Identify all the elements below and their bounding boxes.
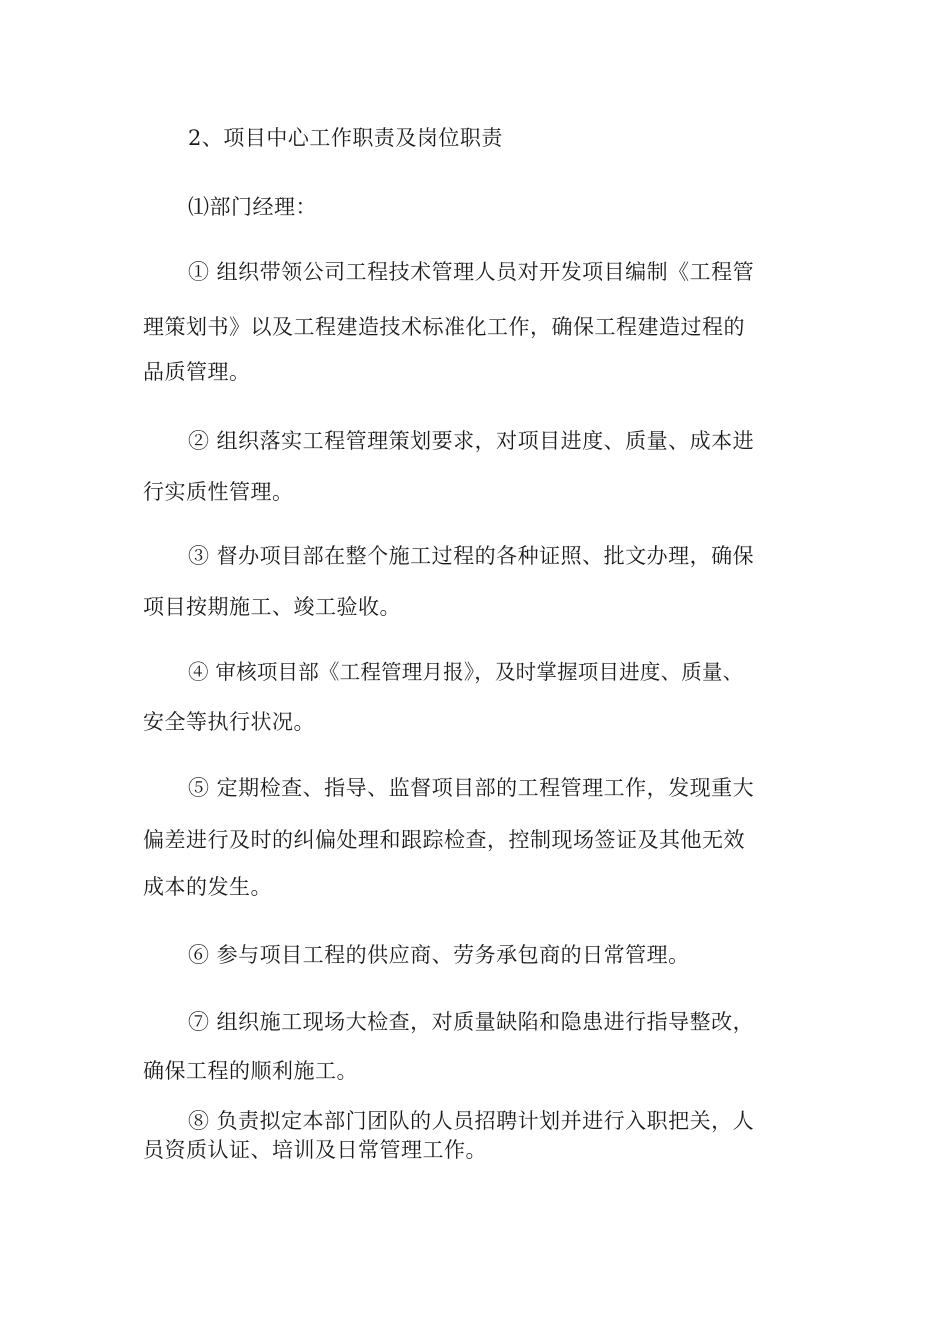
item-7-line-1: ⑦ 组织施工现场大检查，对质量缺陷和隐患进行指导整改， [188, 1010, 755, 1034]
item-8-line-2: 员资质认证、培训及日常管理工作。 [143, 1138, 487, 1162]
item-3-line-2: 项目按期施工、竣工验收。 [143, 595, 401, 619]
item-7-line-2: 确保工程的顺利施工。 [143, 1059, 358, 1083]
item-8-line-1: ⑧ 负责拟定本部门团队的人员招聘计划并进行入职把关，人 [188, 1109, 755, 1133]
item-5-line-1: ⑤ 定期检查、指导、监督项目部的工程管理工作，发现重大 [188, 776, 755, 800]
item-1-line-3: 品质管理。 [143, 360, 251, 384]
item-4-line-1: ④ 审核项目部《工程管理月报》，及时掌握项目进度、质量、 [188, 660, 744, 684]
item-4-line-2: 安全等执行状况。 [143, 710, 315, 734]
item-1-line-1: ① 组织带领公司工程技术管理人员对开发项目编制《工程管 [188, 260, 755, 284]
item-5-line-2: 偏差进行及时的纠偏处理和跟踪检查，控制现场签证及其他无效 [143, 828, 745, 852]
item-5-line-3: 成本的发生。 [143, 875, 272, 899]
sub-heading: ⑴部门经理： [188, 195, 317, 219]
item-2-line-2: 行实质性管理。 [143, 480, 294, 504]
item-1-line-2: 理策划书》以及工程建造技术标准化工作，确保工程建造过程的 [143, 315, 745, 339]
section-heading: 2、项目中心工作职责及岗位职责 [188, 126, 503, 150]
item-3-line-1: ③ 督办项目部在整个施工过程的各种证照、批文办理，确保 [188, 544, 755, 568]
item-6-line-1: ⑥ 参与项目工程的供应商、劳务承包商的日常管理。 [188, 943, 690, 967]
item-2-line-1: ② 组织落实工程管理策划要求，对项目进度、质量、成本进 [188, 429, 755, 453]
